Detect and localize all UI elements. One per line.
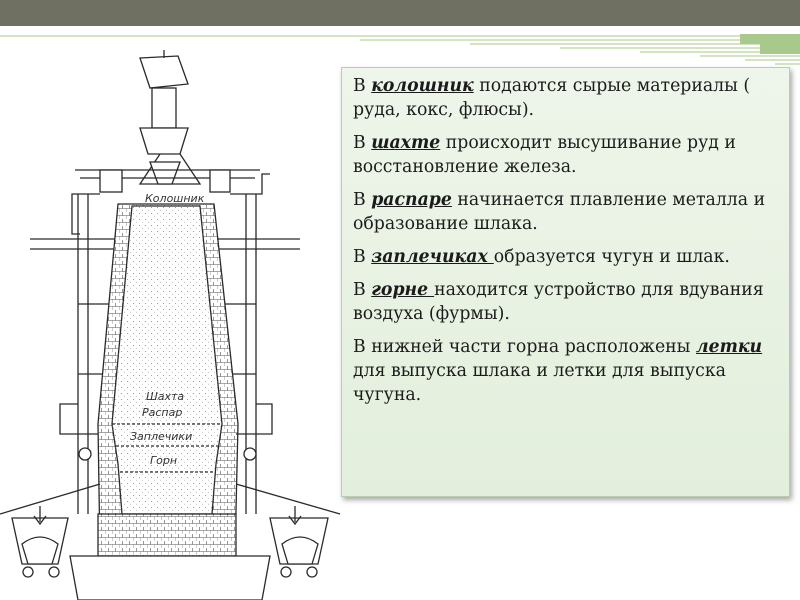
label-gorn: Горн: [150, 454, 178, 467]
paragraph-text: для выпуска шлака и летки для выпуска чугуна.: [353, 361, 726, 405]
label-koloshnik: Колошник: [145, 192, 205, 205]
paragraph-text: образуется чугун и шлак.: [493, 247, 730, 267]
term-shakhta: шахте: [371, 133, 441, 153]
paragraph-text: начинается плавление металла и образование шлака.: [353, 190, 766, 234]
term-zaplechiki: заплечиках: [371, 247, 494, 267]
paragraph-prefix: В: [353, 76, 372, 96]
paragraph-prefix: В: [353, 190, 372, 210]
paragraph-text: происходит высушивание руд и восстановление железа.: [353, 133, 736, 177]
paragraph-shakhta: [353, 131, 779, 179]
term-raspar: распаре: [371, 190, 452, 210]
paragraph-prefix: В: [353, 247, 372, 267]
paragraph-letki: [353, 335, 779, 407]
paragraph-zaplechiki: [353, 245, 779, 269]
paragraph-text: подаются сырые материалы ( руда, кокс, флюсы).: [353, 76, 751, 120]
term-gorn: горне: [371, 280, 435, 300]
header-bar: [0, 0, 800, 26]
paragraph-prefix: В: [353, 280, 372, 300]
description-panel: [341, 67, 790, 497]
paragraph-prefix: В нижней части горна расположены: [353, 337, 696, 357]
term-koloshnik: колошник: [371, 76, 474, 96]
label-raspar: Распар: [142, 406, 183, 419]
term-letki: летки: [695, 337, 763, 357]
blast-furnace-diagram: [0, 44, 345, 600]
paragraph-raspar: [353, 188, 779, 236]
paragraph-prefix: В: [353, 133, 372, 153]
paragraph-gorn: [353, 278, 779, 326]
label-zaplechiki: Заплечики: [130, 430, 193, 443]
paragraph-koloshnik: [353, 74, 779, 122]
label-shakhta: Шахта: [146, 390, 185, 403]
paragraph-text: находится устройство для вдувания воздуха (фурмы).: [353, 280, 764, 324]
